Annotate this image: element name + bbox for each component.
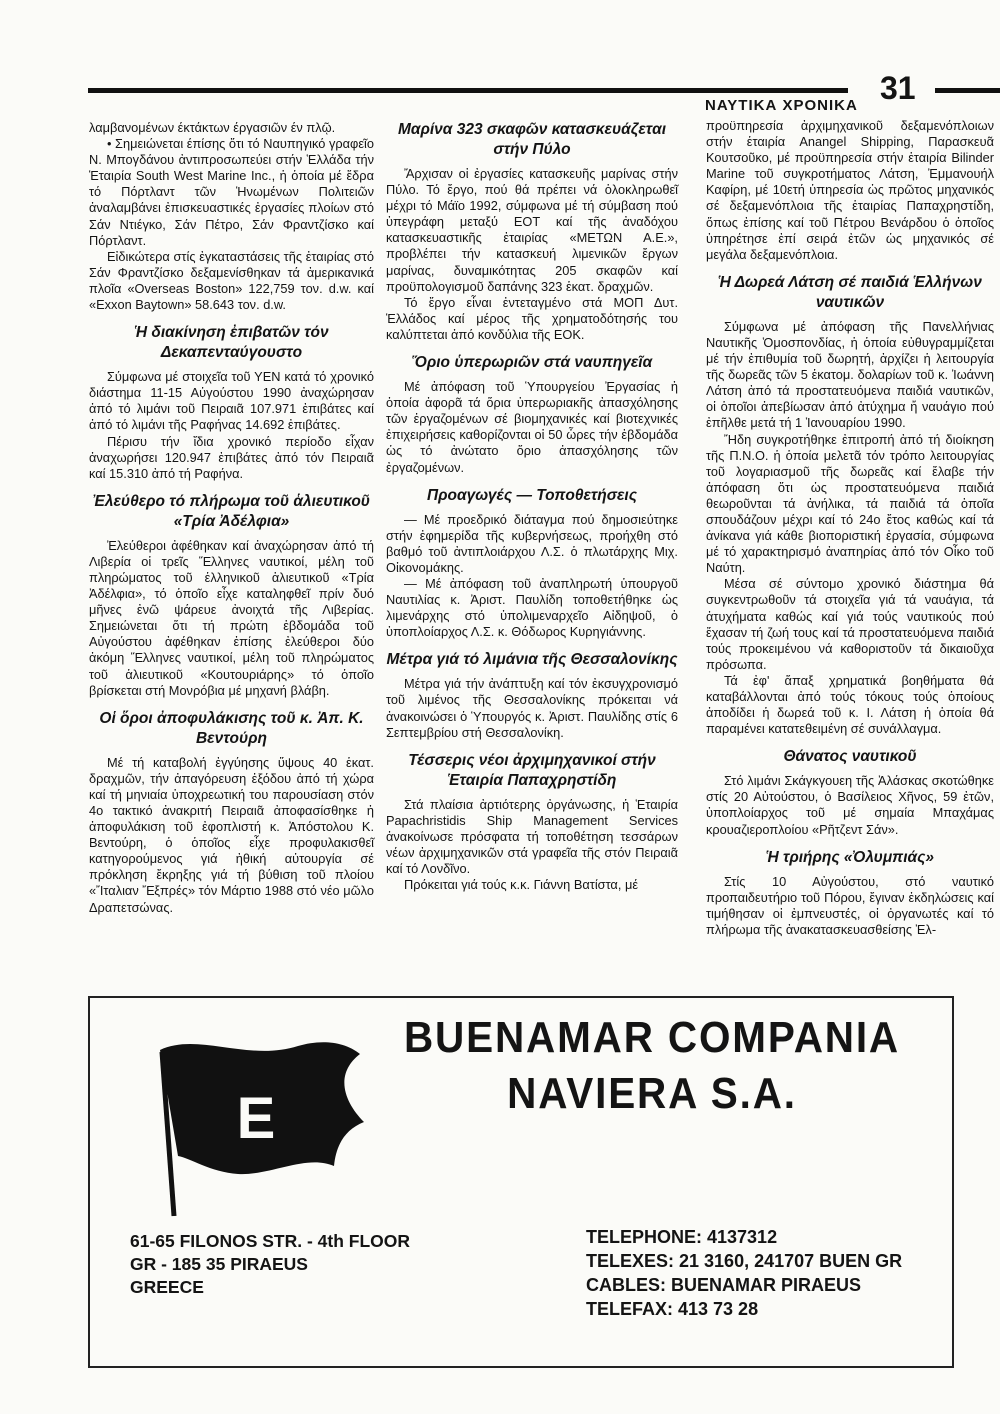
article-heading: Ἐλεύθερο τό πλήρωμα τοῦ ἁλιευτικοῦ «Τρία Ἀδέλφια»: [93, 492, 370, 530]
company-contact: [586, 1225, 902, 1321]
contact-line: TELEPHONE: 4137312: [586, 1227, 778, 1247]
paragraph: Μέ τή καταβολή ἐγγύησης ὕψους 40 ἑκατ. δραχμῶν, τήν ἀπαγόρευση ἐξόδου ἀπό τή χώρα καί τή μηνιαία ὑποχρεωτική του παρουσίαση στόν 4ο τακτικό ἀνακριτή Πειραιᾶ ἀποφασίσθηκε ἡ ἀποφυλάκιση τοῦ ἐφοπλιστή κ. Ἀπόστολου Κ. Βεντούρη, ὁ ὁποῖος εἶχε προφυλακισθεῖ κατηγορούμενος γιά ἠθική αὐτουργία σέ πρόκληση ἔκρηξης γιά τή βύθιση τοῦ πλοίου «Ἴταλιαν Ἔξπρές» τόν Μάρτιο 1988 στό νέο μῶλο Δραπετσώνας.: [89, 754, 374, 915]
paragraph: Σύμφωνα μέ στοιχεῖα τοῦ ΥΕΝ κατά τό χρονικό διάστημα 11-15 Αὐγούστου 1990 ἀναχώρησαν ἀπό τό λιμάνι τοῦ Πειραιᾶ 107.971 ἐπιβάτες καί ἀπό τό λιμάνι τῆς Ραφήνας 14.692 ἐπιβάτες.: [89, 369, 374, 433]
paragraph: Μέ ἀπόφαση τοῦ Ὑπουργείου Ἐργασίας ἡ ὁποία ἀφορᾶ τά ὅρια ὑπερωριακῆς ἀπασχόλησης τῶν ἐργαζομένων σέ βιομηχανικές καί βιοτεχνικές ἐπιχειρήσεις καθορίζονται οἱ 50 ὧρες τήν ἑβδομάδα ὡς τό ἀνώτατο ὅριο ἀπασχόλησης τῶν ἐργαζομένων.: [386, 379, 678, 475]
article-heading: Οἱ ὅροι ἀποφυλάκισης τοῦ κ. Ἀπ. Κ. Βεντούρη: [99, 709, 364, 747]
article-heading: Ἡ τριήρης «Ὀλυμπιάς»: [765, 848, 934, 866]
paragraph: Ἄρχισαν οἱ ἐργασίες κατασκευῆς μαρίνας στήν Πύλο. Τό ἔργο, πού θά πρέπει νά ὁλοκληρωθεῖ μέχρι τό Μάϊο 1992, σύμφωνα μέ τή σύμβαση πού ὑπεγράφη μεταξύ ΕΟΤ καί τῆς ἀναδόχου κατασκευαστικῆς ἑταιρίας «ΜΕΤΩΝ Α.Ε.», προβλέπει τήν κατασκευή λιμενικῶν ἔργων μαρίνας, δυναμικότητας 205 σκαφῶν καί προϋπολογισμοῦ δαπάνης 323 ἑκατ. δραχμῶν.: [386, 166, 678, 294]
column-2: [386, 120, 678, 893]
paragraph: προϋπηρεσία ἀρχιμηχανικοῦ δεξαμενόπλοιων στήν ἑταιρία Anangel Shipping, Παρασκευᾶ Κουτσοῦκο, μέ προϋπηρεσία στήν ἑταιρία Bilinder Marine τοῦ συγκροτήματος Λάτση, Ἐμμανουήλ Καφίρη, μέ 10ετή ὑπηρεσία ὡς πρῶτος μηχανικός σέ δεξαμενόπλοια τῆς ἑταιρίας Παπαχρηστίδη, ὅπως ἐπίσης καί τοῦ Πέτρου Βενάρδου ὁ ὁποῖος ὑπηρέτησε ἐπί σειρά ἐτῶν ὡς μηχανικός σέ μεγάλα δεξαμενόπλοια.: [706, 118, 994, 262]
paragraph: Σύμφωνα μέ ἀπόφαση τῆς Πανελλήνιας Ναυτικῆς Ὁμοσπονδίας, ἡ ὁποία εὐθυγραμμίζεται μέ τήν ἐπιθυμία τοῦ δωρητή, ἀρχίζει ἡ λειτουργία τῆς δωρεᾶς τῶν 5 ἑκατομ. δολαρίων τοῦ κ. Ἰωάννη Λάτση ἀπό τά προστατευόμενα παιδιά ναυτικῶν, οἱ ὁποῖοι ἀπεβίωσαν ἀπό ἀτύχημα ἤ ναυάγιο πού ἐπῆλθε μετά τή 1 Ἰανουαρίου 1990.: [706, 318, 994, 431]
paragraph: Στό λιμάνι Σκάγκγουεη τῆς Ἀλάσκας σκοτώθηκε στίς 20 Αὐτούστου, ὁ Βασίλειος Χῆνος, 59 ἐτῶν, ὑποπλοίαρχος τοῦ μέ σημαία Μπαχάμας κρουαζιεροπλοίου «Ρῆτζεντ Σάν».: [706, 773, 994, 837]
paragraph: • Σημειώνεται έπίσης ὅτι τό Ναυπηγικό γραφεῖο Ν. Μπογδάνου ἀντιπροσωπεύει στήν Ἑλλάδα τήν Ἑταιρία South West Marine Inc., ἡ ὁποία μέ ἕδρα τό Πόρτλαντ τῶν Ἡνωμένων Πολιτειῶν ἀναλαμβάνει ἐπισκευαστικές ἐργασίες πλοίων στό Σάν Ντιέγκο, Σάν Πέτρο, Σάν Φραντζίσκο καί Πόρτλαντ.: [89, 136, 374, 248]
article-heading: Μέτρα γιά τό λιμάνια τῆς Θεσσαλονίκης: [386, 651, 678, 669]
page-number: 31: [880, 70, 916, 106]
paragraph: Ἤδη συγκροτήθηκε ἐπιτροπή ἀπό τή διοίκηση τῆς Π.Ν.Ο. ἡ ὁποία μελετᾶ τόν τρόπο λειτουργίας τοῦ λογαριασμοῦ τῆς δωρεᾶς καί ἔλαβε τήν ἀπόφαση ὅτι ὡς προστατευόμενα παιδιά θεωροῦνται τά ἀνήλικα, τά παιδιά τά ὁποῖα σπουδάζουν μέχρι καί τό 24ο ἔτος καθώς καί τά ἀνίκανα γιά κάθε βιοποριστική ἐργασία, σύμφωνα μέ τό χαρακτηρισμό ἀναπηρίας ἀπό τόν Οἶκο τοῦ Ναύτη.: [706, 431, 994, 576]
article-heading: Ἡ Δωρεά Λάτση σέ παιδιά Ἑλλήνων ναυτικῶν: [718, 273, 982, 311]
advertisement-box: [88, 996, 954, 1368]
company-name: [394, 1010, 909, 1122]
paragraph: Στίς 10 Αὐγούστου, στό ναυτικό προπαιδευτήριο τοῦ Πόρου, ἔγιναν ἐκδηλώσεις καί τιμήθησαν οἱ ἐμπνευστές, οἱ ὀργανωτές καί τό πλήρωμα τῆς ἀνακατασκευασθείσης Ἐλ-: [706, 873, 994, 937]
column-1: [89, 120, 374, 916]
address-line: GREECE: [130, 1277, 204, 1297]
paragraph: Εἰδικώτερα στίς ἐγκαταστάσεις τῆς ἐταιρίας στό Σάν Φραντζίσκο δεξαμενίσθηκαν τά ἀμερικανικά πλοῖα «Overseas Boston» 122,759 τον. d.w. καί «Exxon Baytown» 58.643 τον. d.w.: [89, 248, 374, 313]
flag-letter: E: [236, 1086, 276, 1151]
paragraph: Τό ἔργο εἶναι ἐντεταγμένο στά ΜΟΠ Δυτ. Ἑλλάδος καί μέρος τῆς χρηματοδότησής του καλύπτεται ἀπό κονδύλια τῆς ΕΟΚ.: [386, 294, 678, 342]
contact-line: CABLES: BUENAMAR PIRAEUS: [586, 1275, 862, 1295]
running-head: ΝΑΥΤΙΚΑ ΧΡΟΝΙΚΑ: [705, 97, 858, 114]
paragraph: Μέσα σέ σύντομο χρονικό διάστημα θά συγκεντρωθοῦν τά στοιχεῖα γιά τά ναυάγια, τά ἀτυχήματα καθώς καί γιά τούς ναυτικούς πού ἔχασαν τή ζωή τους καί τά προστατευόμενα παιδιά τούς προκειμένου νά καθοριστοῦν τά δικαιοῦχα πρόσωπα.: [706, 576, 994, 672]
article-heading: Μαρίνα 323 σκαφῶν κατασκευάζεται στήν Πύλο: [397, 121, 667, 158]
article-heading: Θάνατος ναυτικοῦ: [783, 748, 917, 766]
article-heading: Τέσσερις νέοι ἀρχιμηχανικοί στήν Ἑταιρία Παπαχρηστίδη: [408, 751, 656, 789]
contact-line: TELEXES: 21 3160, 241707 BUEN GR: [586, 1251, 903, 1271]
article-heading: Προαγωγές — Τοποθετήσεις: [427, 486, 637, 504]
address-line: GR - 185 35 PIRAEUS: [130, 1254, 308, 1274]
company-name-line: BUENAMAR COMPANIA: [403, 1013, 901, 1062]
article-heading: Ἡ διακίνηση ἐπιβατῶν τόν Δεκαπενταύγουστο: [134, 324, 329, 362]
header-rule-right: [935, 88, 1000, 93]
flag-logo-icon: [138, 1034, 378, 1219]
article-heading: Ὅριο ὑπερωριῶν στά ναυπηγεῖα: [411, 354, 653, 372]
paragraph: Πέρισυ τήν ἴδια χρονικό περίοδο εἶχαν ἀναχωρήσει 120.947 ἐπιβάτες ἀπό τόν Πειραιᾶ καί 15.310 ἀπό τή Ραφήνα.: [89, 433, 374, 481]
paragraph: Πρόκειται γιά τούς κ.κ. Γιάννη Βατίστα, μέ: [404, 877, 639, 893]
column-3: [706, 118, 994, 938]
paragraph: — Μέ ἀπόφαση τοῦ ἀναπληρωτή ὑπουργοῦ Ναυτιλίας κ. Ἀριστ. Παυλίδη τοποθετήθηκε ὡς λιμενάρχης στό ὑπολιμεναρχεῖο Αἰδηψοῦ, ὁ ὑποπλοίαρχος Λ.Σ. κ. Θόδωρος Κυρηγιάννης.: [386, 575, 678, 640]
paragraph: Τά ἐφ' ἅπαξ χρηματικά βοηθήματα θά καταβάλλονται ἀπό τούς τόκους τούς ὁποίους ἀποδίδει ἡ δωρεά τοῦ κ. Ι. Λάτση ἡ ὁποία θά παραμένει κατατεθειμένη σέ συνάλλαγμα.: [706, 672, 994, 737]
paragraph: Στά πλαίσια ἀρτιότερης ὀργάνωσης, ἡ Ἑταιρία Papachristidis Ship Management Services ἀνακοίνωσε πρόσφατα τή τοποθέτηση τεσσάρων νέων ἀρχιμηχανικῶν στά γραφεῖα τῆς στόν Πειραιᾶ καί τό Λονδῖνο.: [386, 796, 678, 877]
company-address: [130, 1230, 410, 1299]
paragraph: Ἐλεύθεροι ἀφέθηκαν καί ἀναχώρησαν ἀπό τή Λιβερία οἱ τρεῖς Ἕλληνες ναυτικοί, μέλη τοῦ πληρώματος τοῦ ἑλληνικοῦ ἁλιευτικοῦ «Τρία Ἀδέλφια», τό ὁποῖο εἶχε καταληφθεῖ πρίν δυό μῆνες ἐνῶ ψάρευε ἀνοιχτά τῆς Λιβερίας. Σημειώνεται ὅτι τή πρώτη ἑβδομάδα τοῦ Αὐγούστου ἀφέθηκαν ἐπίσης ἐλεύθεροι δύο ἀκόμη Ἕλληνες ναυτικοί, μέλη τοῦ πληρώματος τοῦ ἁλιευτικοῦ «Κουτουριάρης» τό ὁποῖο βρίσκεται στή Μονρόβια μέ μηχανή βλάβη.: [89, 537, 374, 698]
contact-line: TELEFAX: 413 73 28: [586, 1299, 759, 1319]
paragraph: Μέτρα γιά τήν ἀνάπτυξη καί τόν ἐκσυγχρονισμό τοῦ λιμένος τῆς Θεσσαλονίκης πρόκειται νά ἀνακοινώσει ὁ Ὑπουργός κ. Ἀριστ. Παυλίδης στίς 6 Σεπτεμβρίου στή Θεσσαλονίκη.: [386, 676, 678, 740]
address-line: 61-65 FILONOS STR. - 4th FLOOR: [130, 1231, 411, 1251]
paragraph: λαμβανομένων έκτάκτων έργασιῶν έν πλῷ.: [89, 120, 336, 135]
header-rule-left: [88, 88, 848, 93]
paragraph: — Μέ προεδρικό διάταγμα πού δημοσιεύτηκε στήν ἐφημερίδα τῆς κυβερνήσεως, προήχθη στό βαθμό τοῦ ἀντιπλοιάρχου Λ.Σ. ὁ πλωτάρχης Μιχ. Οἰκονομάκης.: [386, 511, 678, 575]
company-name-line: NAVIERA S.A.: [507, 1069, 797, 1118]
